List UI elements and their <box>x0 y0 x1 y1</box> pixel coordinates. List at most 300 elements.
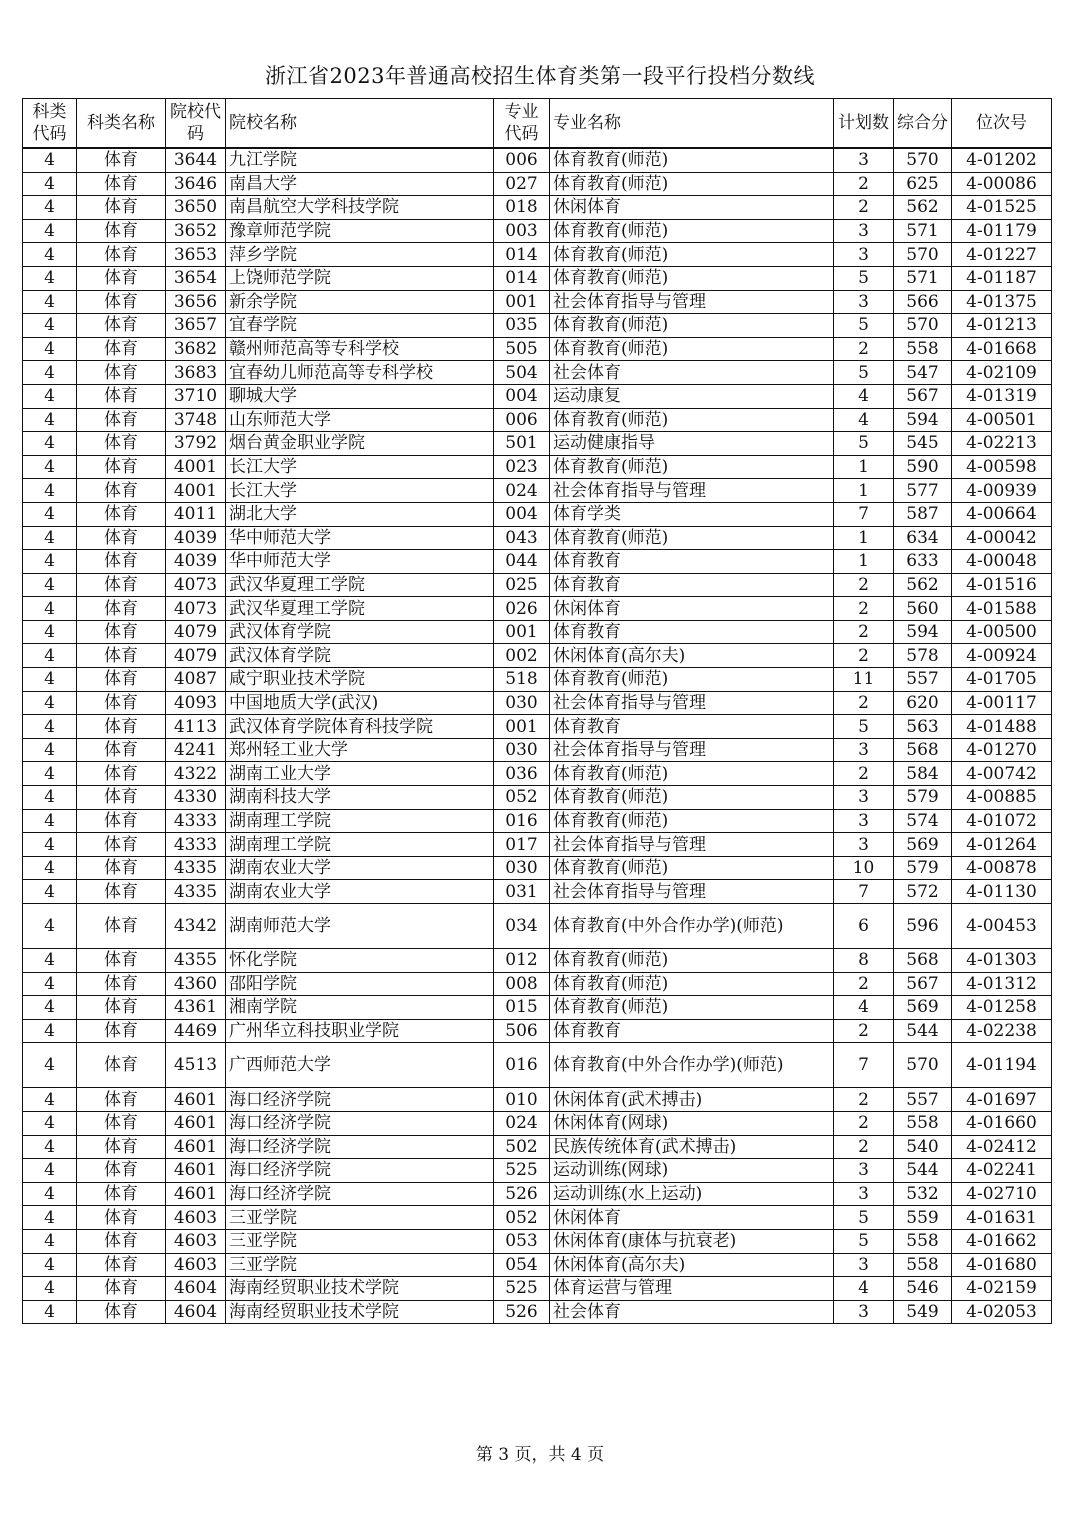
cell-school-code: 4601 <box>166 1088 226 1112</box>
cell-major-name: 体育教育 <box>550 550 834 574</box>
cell-total-score: 558 <box>894 1253 952 1277</box>
page-title: 浙江省2023年普通高校招生体育类第一段平行投档分数线 <box>265 64 815 88</box>
cell-total-score: 579 <box>894 786 952 810</box>
cell-category-code: 4 <box>23 809 77 833</box>
cell-rank: 4-01264 <box>952 833 1052 857</box>
cell-category-code: 4 <box>23 1229 77 1253</box>
cell-category-name: 体育 <box>77 479 166 503</box>
cell-major-code: 525 <box>494 1159 550 1183</box>
cell-major-code: 004 <box>494 502 550 526</box>
cell-category-code: 4 <box>23 502 77 526</box>
cell-school-name: 南昌航空大学科技学院 <box>226 196 494 220</box>
table-row <box>23 196 1052 220</box>
cell-rank: 4-01588 <box>952 597 1052 621</box>
table-row <box>23 833 1052 857</box>
cell-category-name: 体育 <box>77 668 166 692</box>
cell-category-code: 4 <box>23 196 77 220</box>
cell-plan-count: 5 <box>834 432 894 456</box>
cell-plan-count: 3 <box>834 1253 894 1277</box>
cell-category-name: 体育 <box>77 1043 166 1088</box>
cell-school-name: 上饶师范学院 <box>226 266 494 290</box>
cell-category-name: 体育 <box>77 880 166 904</box>
table-row <box>23 1135 1052 1159</box>
cell-plan-count: 4 <box>834 384 894 408</box>
cell-major-code: 036 <box>494 762 550 786</box>
header-category-code: 科类代码 <box>23 99 77 149</box>
cell-total-score: 596 <box>894 904 952 949</box>
cell-school-name: 怀化学院 <box>226 949 494 973</box>
table-row <box>23 972 1052 996</box>
cell-major-name: 运动康复 <box>550 384 834 408</box>
cell-major-code: 505 <box>494 337 550 361</box>
header-category-name: 科类名称 <box>77 99 166 149</box>
cell-category-code: 4 <box>23 668 77 692</box>
cell-total-score: 620 <box>894 691 952 715</box>
cell-plan-count: 2 <box>834 1111 894 1135</box>
cell-major-name: 体育学类 <box>550 502 834 526</box>
cell-category-code: 4 <box>23 1019 77 1043</box>
cell-category-name: 体育 <box>77 361 166 385</box>
cell-plan-count: 1 <box>834 550 894 574</box>
cell-rank: 4-02159 <box>952 1277 1052 1301</box>
cell-rank: 4-00664 <box>952 502 1052 526</box>
cell-school-code: 4039 <box>166 550 226 574</box>
cell-total-score: 558 <box>894 337 952 361</box>
cell-school-name: 广州华立科技职业学院 <box>226 1019 494 1043</box>
cell-major-code: 030 <box>494 691 550 715</box>
cell-category-code: 4 <box>23 266 77 290</box>
cell-school-name: 湖南农业大学 <box>226 880 494 904</box>
cell-major-code: 024 <box>494 1111 550 1135</box>
cell-school-name: 山东师范大学 <box>226 408 494 432</box>
cell-school-name: 三亚学院 <box>226 1229 494 1253</box>
cell-school-name: 湖南理工学院 <box>226 833 494 857</box>
cell-category-code: 4 <box>23 384 77 408</box>
cell-plan-count: 3 <box>834 833 894 857</box>
cell-school-code: 4333 <box>166 809 226 833</box>
cell-category-code: 4 <box>23 949 77 973</box>
cell-rank: 4-00453 <box>952 904 1052 949</box>
table-row <box>23 1019 1052 1043</box>
cell-plan-count: 5 <box>834 314 894 338</box>
table-row <box>23 550 1052 574</box>
cell-rank: 4-00086 <box>952 172 1052 196</box>
cell-total-score: 532 <box>894 1182 952 1206</box>
cell-plan-count: 7 <box>834 502 894 526</box>
cell-school-code: 4469 <box>166 1019 226 1043</box>
header-major-code: 专业代码 <box>494 99 550 149</box>
cell-plan-count: 5 <box>834 266 894 290</box>
cell-total-score: 562 <box>894 196 952 220</box>
cell-school-name: 三亚学院 <box>226 1253 494 1277</box>
table-row <box>23 1206 1052 1230</box>
cell-school-name: 武汉体育学院 <box>226 620 494 644</box>
cell-rank: 4-01697 <box>952 1088 1052 1112</box>
cell-rank: 4-01072 <box>952 809 1052 833</box>
cell-category-name: 体育 <box>77 597 166 621</box>
cell-category-code: 4 <box>23 1135 77 1159</box>
cell-major-name: 休闲体育 <box>550 597 834 621</box>
header-total-score: 综合分 <box>894 99 952 149</box>
cell-major-code: 526 <box>494 1300 550 1324</box>
cell-school-name: 新余学院 <box>226 290 494 314</box>
cell-plan-count: 2 <box>834 573 894 597</box>
cell-rank: 4-02241 <box>952 1159 1052 1183</box>
cell-category-name: 体育 <box>77 1229 166 1253</box>
cell-category-code: 4 <box>23 219 77 243</box>
cell-school-name: 武汉体育学院体育科技学院 <box>226 715 494 739</box>
score-table <box>22 98 1052 1324</box>
cell-plan-count: 10 <box>834 856 894 880</box>
cell-category-name: 体育 <box>77 1206 166 1230</box>
cell-major-name: 体育教育(中外合作办学)(师范) <box>550 1043 834 1088</box>
table-row <box>23 337 1052 361</box>
cell-plan-count: 7 <box>834 880 894 904</box>
cell-category-code: 4 <box>23 361 77 385</box>
cell-school-name: 华中师范大学 <box>226 526 494 550</box>
cell-total-score: 568 <box>894 949 952 973</box>
cell-category-code: 4 <box>23 1253 77 1277</box>
cell-total-score: 544 <box>894 1159 952 1183</box>
cell-category-name: 体育 <box>77 715 166 739</box>
cell-category-name: 体育 <box>77 408 166 432</box>
cell-school-code: 3657 <box>166 314 226 338</box>
table-row <box>23 1111 1052 1135</box>
cell-major-name: 体育教育(师范) <box>550 314 834 338</box>
cell-school-code: 4039 <box>166 526 226 550</box>
cell-school-name: 咸宁职业技术学院 <box>226 668 494 692</box>
cell-category-code: 4 <box>23 597 77 621</box>
cell-plan-count: 1 <box>834 526 894 550</box>
cell-major-name: 社会体育指导与管理 <box>550 833 834 857</box>
cell-plan-count: 3 <box>834 738 894 762</box>
cell-major-name: 运动健康指导 <box>550 432 834 456</box>
cell-school-name: 宜春幼儿师范高等专科学校 <box>226 361 494 385</box>
cell-major-code: 052 <box>494 1206 550 1230</box>
cell-category-code: 4 <box>23 691 77 715</box>
cell-major-code: 015 <box>494 996 550 1020</box>
cell-category-name: 体育 <box>77 290 166 314</box>
cell-category-code: 4 <box>23 1300 77 1324</box>
cell-plan-count: 11 <box>834 668 894 692</box>
cell-school-name: 海南经贸职业技术学院 <box>226 1277 494 1301</box>
table-row <box>23 691 1052 715</box>
cell-school-name: 湖南科技大学 <box>226 786 494 810</box>
cell-category-name: 体育 <box>77 1111 166 1135</box>
cell-category-code: 4 <box>23 856 77 880</box>
cell-school-code: 4355 <box>166 949 226 973</box>
cell-school-code: 4601 <box>166 1182 226 1206</box>
cell-total-score: 560 <box>894 597 952 621</box>
cell-major-code: 004 <box>494 384 550 408</box>
table-row <box>23 1159 1052 1183</box>
cell-category-name: 体育 <box>77 1253 166 1277</box>
cell-category-code: 4 <box>23 1111 77 1135</box>
cell-rank: 4-00742 <box>952 762 1052 786</box>
cell-total-score: 587 <box>894 502 952 526</box>
cell-category-code: 4 <box>23 290 77 314</box>
cell-major-name: 休闲体育 <box>550 1206 834 1230</box>
table-row <box>23 738 1052 762</box>
cell-plan-count: 3 <box>834 1300 894 1324</box>
table-row <box>23 290 1052 314</box>
cell-major-code: 054 <box>494 1253 550 1277</box>
cell-rank: 4-00501 <box>952 408 1052 432</box>
cell-total-score: 572 <box>894 880 952 904</box>
cell-category-code: 4 <box>23 833 77 857</box>
cell-school-code: 4073 <box>166 597 226 621</box>
cell-rank: 4-01631 <box>952 1206 1052 1230</box>
cell-major-name: 体育教育 <box>550 1019 834 1043</box>
cell-major-name: 体育教育(师范) <box>550 219 834 243</box>
cell-school-code: 3656 <box>166 290 226 314</box>
cell-major-code: 044 <box>494 550 550 574</box>
table-row <box>23 408 1052 432</box>
cell-major-code: 504 <box>494 361 550 385</box>
cell-major-name: 休闲体育(康体与抗衰老) <box>550 1229 834 1253</box>
cell-rank: 4-01258 <box>952 996 1052 1020</box>
cell-school-code: 3644 <box>166 148 226 172</box>
table-row <box>23 1229 1052 1253</box>
cell-plan-count: 2 <box>834 172 894 196</box>
cell-major-code: 035 <box>494 314 550 338</box>
cell-total-score: 567 <box>894 972 952 996</box>
cell-total-score: 546 <box>894 1277 952 1301</box>
cell-school-name: 海口经济学院 <box>226 1111 494 1135</box>
table-row <box>23 620 1052 644</box>
cell-rank: 4-01319 <box>952 384 1052 408</box>
cell-major-code: 012 <box>494 949 550 973</box>
cell-school-code: 4603 <box>166 1253 226 1277</box>
cell-category-code: 4 <box>23 715 77 739</box>
header-plan-count: 计划数 <box>834 99 894 149</box>
cell-total-score: 568 <box>894 738 952 762</box>
cell-major-code: 052 <box>494 786 550 810</box>
cell-major-name: 休闲体育(高尔夫) <box>550 644 834 668</box>
cell-category-code: 4 <box>23 1159 77 1183</box>
cell-major-name: 体育教育 <box>550 620 834 644</box>
cell-rank: 4-01179 <box>952 219 1052 243</box>
cell-rank: 4-01227 <box>952 243 1052 267</box>
cell-category-name: 体育 <box>77 219 166 243</box>
table-row <box>23 573 1052 597</box>
cell-category-name: 体育 <box>77 432 166 456</box>
cell-rank: 4-01516 <box>952 573 1052 597</box>
cell-total-score: 559 <box>894 1206 952 1230</box>
cell-category-code: 4 <box>23 455 77 479</box>
cell-total-score: 579 <box>894 856 952 880</box>
cell-major-code: 024 <box>494 479 550 503</box>
cell-category-name: 体育 <box>77 644 166 668</box>
table-row <box>23 432 1052 456</box>
cell-category-name: 体育 <box>77 573 166 597</box>
cell-total-score: 569 <box>894 833 952 857</box>
cell-plan-count: 2 <box>834 691 894 715</box>
cell-category-code: 4 <box>23 786 77 810</box>
cell-major-name: 体育教育(师范) <box>550 786 834 810</box>
cell-total-score: 557 <box>894 668 952 692</box>
cell-major-code: 014 <box>494 243 550 267</box>
cell-plan-count: 5 <box>834 361 894 385</box>
cell-rank: 4-01525 <box>952 196 1052 220</box>
cell-major-code: 001 <box>494 290 550 314</box>
cell-category-name: 体育 <box>77 1159 166 1183</box>
cell-rank: 4-01312 <box>952 972 1052 996</box>
cell-total-score: 574 <box>894 809 952 833</box>
cell-plan-count: 2 <box>834 337 894 361</box>
cell-plan-count: 1 <box>834 479 894 503</box>
table-row <box>23 314 1052 338</box>
cell-rank: 4-01194 <box>952 1043 1052 1088</box>
cell-major-name: 体育教育(师范) <box>550 337 834 361</box>
cell-rank: 4-00878 <box>952 856 1052 880</box>
cell-category-name: 体育 <box>77 266 166 290</box>
cell-rank: 4-02053 <box>952 1300 1052 1324</box>
cell-school-name: 广西师范大学 <box>226 1043 494 1088</box>
cell-category-code: 4 <box>23 738 77 762</box>
cell-major-name: 休闲体育 <box>550 196 834 220</box>
cell-total-score: 557 <box>894 1088 952 1112</box>
cell-total-score: 571 <box>894 219 952 243</box>
header-school-code: 院校代码 <box>166 99 226 149</box>
cell-category-code: 4 <box>23 148 77 172</box>
cell-school-name: 海口经济学院 <box>226 1088 494 1112</box>
cell-school-code: 4093 <box>166 691 226 715</box>
cell-major-name: 社会体育指导与管理 <box>550 479 834 503</box>
cell-school-code: 4011 <box>166 502 226 526</box>
cell-school-code: 4001 <box>166 455 226 479</box>
table-row <box>23 1088 1052 1112</box>
cell-category-name: 体育 <box>77 1019 166 1043</box>
cell-school-code: 4322 <box>166 762 226 786</box>
cell-plan-count: 2 <box>834 597 894 621</box>
cell-major-name: 社会体育 <box>550 1300 834 1324</box>
cell-major-name: 社会体育指导与管理 <box>550 738 834 762</box>
cell-major-code: 502 <box>494 1135 550 1159</box>
cell-rank: 4-00598 <box>952 455 1052 479</box>
cell-major-code: 030 <box>494 856 550 880</box>
cell-category-name: 体育 <box>77 1088 166 1112</box>
cell-total-score: 570 <box>894 314 952 338</box>
table-row <box>23 266 1052 290</box>
cell-school-name: 豫章师范学院 <box>226 219 494 243</box>
cell-total-score: 578 <box>894 644 952 668</box>
cell-major-name: 体育教育(师范) <box>550 856 834 880</box>
cell-school-name: 九江学院 <box>226 148 494 172</box>
table-row <box>23 526 1052 550</box>
cell-category-name: 体育 <box>77 1277 166 1301</box>
cell-total-score: 570 <box>894 148 952 172</box>
cell-plan-count: 2 <box>834 762 894 786</box>
cell-school-code: 4342 <box>166 904 226 949</box>
cell-school-name: 海口经济学院 <box>226 1159 494 1183</box>
cell-rank: 4-01660 <box>952 1111 1052 1135</box>
cell-school-code: 4079 <box>166 644 226 668</box>
cell-school-name: 海南经贸职业技术学院 <box>226 1300 494 1324</box>
cell-category-code: 4 <box>23 1182 77 1206</box>
cell-major-name: 体育教育(师范) <box>550 148 834 172</box>
cell-rank: 4-02710 <box>952 1182 1052 1206</box>
cell-major-name: 运动训练(水上运动) <box>550 1182 834 1206</box>
table-row <box>23 949 1052 973</box>
cell-school-code: 4241 <box>166 738 226 762</box>
cell-major-name: 民族传统体育(武术搏击) <box>550 1135 834 1159</box>
cell-plan-count: 3 <box>834 219 894 243</box>
cell-rank: 4-00939 <box>952 479 1052 503</box>
cell-school-code: 3652 <box>166 219 226 243</box>
table-header-row <box>23 99 1052 149</box>
cell-rank: 4-01680 <box>952 1253 1052 1277</box>
cell-plan-count: 4 <box>834 996 894 1020</box>
cell-school-name: 湖北大学 <box>226 502 494 526</box>
cell-category-code: 4 <box>23 1043 77 1088</box>
cell-school-code: 4603 <box>166 1229 226 1253</box>
cell-rank: 4-01705 <box>952 668 1052 692</box>
cell-rank: 4-02109 <box>952 361 1052 385</box>
cell-school-name: 湖南师范大学 <box>226 904 494 949</box>
cell-category-name: 体育 <box>77 949 166 973</box>
cell-category-code: 4 <box>23 479 77 503</box>
cell-school-name: 中国地质大学(武汉) <box>226 691 494 715</box>
cell-school-name: 湖南理工学院 <box>226 809 494 833</box>
table-row <box>23 384 1052 408</box>
table-row <box>23 1277 1052 1301</box>
cell-school-code: 4001 <box>166 479 226 503</box>
cell-total-score: 558 <box>894 1111 952 1135</box>
cell-school-name: 湖南农业大学 <box>226 856 494 880</box>
cell-total-score: 558 <box>894 1229 952 1253</box>
cell-school-code: 3792 <box>166 432 226 456</box>
cell-rank: 4-00924 <box>952 644 1052 668</box>
cell-rank: 4-01375 <box>952 290 1052 314</box>
cell-category-name: 体育 <box>77 1135 166 1159</box>
cell-major-name: 体育教育(师范) <box>550 172 834 196</box>
cell-major-name: 体育教育(师范) <box>550 266 834 290</box>
cell-rank: 4-02238 <box>952 1019 1052 1043</box>
cell-school-name: 邵阳学院 <box>226 972 494 996</box>
table-row <box>23 1300 1052 1324</box>
cell-total-score: 584 <box>894 762 952 786</box>
cell-category-name: 体育 <box>77 502 166 526</box>
cell-plan-count: 8 <box>834 949 894 973</box>
table-row <box>23 148 1052 172</box>
cell-major-name: 体育教育(师范) <box>550 526 834 550</box>
table-row <box>23 1253 1052 1277</box>
cell-plan-count: 2 <box>834 1088 894 1112</box>
cell-category-name: 体育 <box>77 384 166 408</box>
cell-rank: 4-01187 <box>952 266 1052 290</box>
cell-category-name: 体育 <box>77 172 166 196</box>
cell-category-code: 4 <box>23 573 77 597</box>
cell-major-name: 体育教育(师范) <box>550 668 834 692</box>
cell-category-code: 4 <box>23 644 77 668</box>
cell-school-code: 3682 <box>166 337 226 361</box>
table-row <box>23 502 1052 526</box>
table-row <box>23 479 1052 503</box>
cell-school-name: 聊城大学 <box>226 384 494 408</box>
cell-category-code: 4 <box>23 996 77 1020</box>
table-row <box>23 597 1052 621</box>
cell-major-code: 026 <box>494 597 550 621</box>
cell-school-code: 3650 <box>166 196 226 220</box>
table-row <box>23 904 1052 949</box>
cell-school-code: 4603 <box>166 1206 226 1230</box>
cell-total-score: 563 <box>894 715 952 739</box>
cell-total-score: 594 <box>894 620 952 644</box>
cell-school-name: 武汉体育学院 <box>226 644 494 668</box>
cell-major-name: 体育教育 <box>550 573 834 597</box>
cell-category-name: 体育 <box>77 972 166 996</box>
